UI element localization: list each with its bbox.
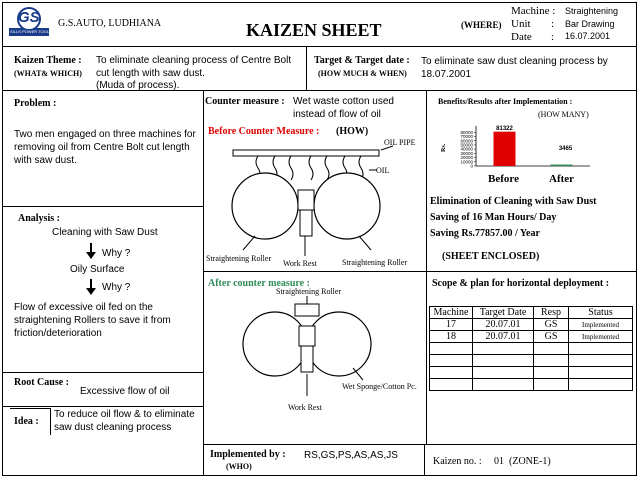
- rootcause-rule: [2, 372, 203, 373]
- after-rule: [203, 271, 636, 272]
- analysis-step-1: Cleaning with Saw Dust: [52, 227, 158, 238]
- table-row: [430, 319, 633, 331]
- table-cell: 18: [430, 331, 473, 343]
- machine-label: Machine :: [511, 5, 556, 17]
- benefit-line-2: Saving of 16 Man Hours/ Day: [430, 212, 557, 223]
- unit-colon: :: [551, 18, 555, 30]
- table-cell: [473, 379, 534, 391]
- y-tick-label: 0: [470, 163, 473, 169]
- y-tick-label: 20000: [460, 155, 473, 161]
- theme-sublabel: (WHAT& WHICH): [14, 69, 82, 78]
- theme-note: (Muda of process).: [96, 80, 180, 91]
- target-text: To eliminate saw dust cleaning process by 18.07.2001: [421, 56, 608, 80]
- analysis-step-3: Flow of excessive oil fed on the straightening Rollers to save it from friction/deterioration: [14, 302, 171, 339]
- date-colon: :: [551, 31, 555, 43]
- table-cell: [430, 379, 473, 391]
- table-cell: Implemented: [569, 331, 633, 343]
- down-arrow-icon: [86, 279, 96, 300]
- analysis-step-2: Oily Surface: [70, 264, 125, 275]
- table-cell: [534, 355, 569, 367]
- analysis-label: Analysis :: [18, 213, 60, 224]
- table-cell: [473, 355, 534, 367]
- why-label-2: Why ?: [102, 282, 131, 293]
- y-tick-label: 80000: [460, 129, 473, 135]
- before-diagram: [203, 138, 425, 270]
- footer-rule: [203, 444, 636, 445]
- y-tick-label: 70000: [460, 134, 473, 140]
- theme-divider: [306, 47, 307, 90]
- table-cell: [473, 343, 534, 355]
- table-cell: GS: [534, 331, 569, 343]
- idea-label: Idea :: [14, 416, 39, 427]
- footer-divider: [424, 444, 425, 475]
- y-tick-label: 40000: [460, 146, 473, 152]
- table-cell: [430, 343, 473, 355]
- table-cell: [569, 355, 633, 367]
- table-cell: [569, 379, 633, 391]
- benefits-label: Benefits/Results after Implementation :: [438, 97, 573, 106]
- logo-text: GS: [18, 9, 40, 26]
- right-column-divider: [426, 90, 427, 445]
- table-cell: 20.07.01: [473, 319, 534, 331]
- table-cell: [430, 355, 473, 367]
- how-label: (HOW): [336, 126, 369, 137]
- sponge-label: Wet Sponge/Cotton Pc.: [342, 382, 417, 391]
- y-tick-label: 30000: [460, 150, 473, 156]
- why-label-1: Why ?: [102, 248, 131, 259]
- problem-text: Two men engaged on three machines for removing oil from Centre Bolt cut length with saw dust.: [14, 129, 196, 166]
- scope-header: Resp: [534, 307, 569, 319]
- where-label: (WHERE): [461, 20, 502, 30]
- unit-value: Bar Drawing: [565, 19, 615, 29]
- analysis-rule: [2, 206, 203, 207]
- table-row: [430, 343, 633, 355]
- table-cell: [534, 379, 569, 391]
- roller-left-label: Straightening Roller: [206, 254, 272, 263]
- idea-text: To reduce oil flow & to eliminate saw dust cleaning process: [54, 409, 195, 433]
- date-label: Date: [511, 31, 532, 43]
- bar-after: [551, 165, 573, 166]
- implemented-value: RS,GS,PS,AS,AS,JS: [304, 450, 398, 461]
- y-axis-label: Rs.: [441, 143, 447, 152]
- implemented-sublabel: (WHO): [226, 462, 252, 471]
- problem-label: Problem :: [14, 98, 57, 109]
- table-cell: [534, 367, 569, 379]
- after-roller-label: Straightening Roller: [276, 287, 342, 296]
- table-cell: [569, 367, 633, 379]
- header-rule: [2, 46, 636, 47]
- y-tick-label: 10000: [460, 159, 473, 165]
- unit-label: Unit: [511, 18, 531, 30]
- page-title: KAIZEN SHEET: [246, 20, 382, 40]
- table-cell: 20.07.01: [473, 331, 534, 343]
- bar-value-label: 81322: [496, 126, 513, 133]
- scope-table: [429, 306, 633, 391]
- benefit-bar-chart: [440, 122, 600, 186]
- sheet-enclosed-label: (SHEET ENCLOSED): [442, 251, 540, 262]
- scope-label: Scope & plan for horizontal deployment :: [432, 278, 610, 289]
- how-many-label: (HOW MANY): [538, 110, 589, 119]
- theme-text: To eliminate cleaning process of Centre Bolt cut length with saw dust.: [96, 55, 292, 79]
- roller-right-label: Straightening Roller: [342, 258, 408, 267]
- bar-before: [494, 132, 516, 166]
- scope-header: Machine: [430, 307, 473, 319]
- table-cell: [534, 343, 569, 355]
- after-countermeasure-label: After counter measure :: [208, 278, 310, 289]
- work-rest-label: Work Rest: [283, 259, 317, 268]
- idea-rule: [2, 406, 203, 407]
- countermeasure-label: Counter measure :: [205, 96, 285, 107]
- kaizen-no-value: 01 (ZONE-1): [494, 456, 551, 467]
- table-cell: [430, 367, 473, 379]
- table-cell: [473, 367, 534, 379]
- y-tick-label: 60000: [460, 138, 473, 144]
- theme-label: Kaizen Theme :: [14, 55, 82, 66]
- root-cause-label: Root Cause :: [14, 377, 69, 388]
- countermeasure-text: Wet waste cotton used instead of flow of oil: [293, 96, 394, 120]
- oil-pipe-label: OIL PIPE: [384, 138, 416, 147]
- before-category-label: Before: [488, 173, 519, 185]
- table-row: [430, 379, 633, 391]
- machine-value: Straightening: [565, 6, 619, 16]
- benefit-line-1: Elimination of Cleaning with Saw Dust: [430, 196, 597, 207]
- scope-header: Status: [569, 307, 633, 319]
- down-arrow-icon: [86, 243, 96, 264]
- table-cell: Implemented: [569, 319, 633, 331]
- target-sublabel: (HOW MUCH & WHEN): [318, 69, 407, 78]
- table-cell: 17: [430, 319, 473, 331]
- target-label: Target & Target date :: [314, 55, 410, 66]
- scope-header: Target Date: [473, 307, 534, 319]
- table-row: [430, 331, 633, 343]
- bar-value-label: 3465: [558, 146, 573, 152]
- logo-subtext: SILLS POWER TOOLS: [10, 29, 52, 34]
- implemented-label: Implemented by :: [210, 449, 286, 460]
- company-name: G.S.AUTO, LUDHIANA: [58, 18, 162, 29]
- table-row: [430, 355, 633, 367]
- root-cause-text: Excessive flow of oil: [80, 386, 170, 397]
- oil-label: OIL: [376, 166, 390, 175]
- company-logo: [7, 6, 51, 38]
- benefit-line-3: Saving Rs.77857.00 / Year: [430, 228, 540, 239]
- after-category-label: After: [549, 173, 575, 185]
- table-row: [430, 367, 633, 379]
- table-cell: GS: [534, 319, 569, 331]
- scope-header-row: [430, 307, 633, 319]
- idea-box: [10, 408, 51, 435]
- kaizen-no-label: Kaizen no. :: [433, 456, 482, 467]
- after-work-rest-label: Work Rest: [288, 403, 322, 412]
- y-tick-label: 50000: [460, 142, 473, 148]
- before-countermeasure-label: Before Counter Measure :: [208, 126, 320, 137]
- table-cell: [569, 343, 633, 355]
- date-value: 16.07.2001: [565, 31, 611, 41]
